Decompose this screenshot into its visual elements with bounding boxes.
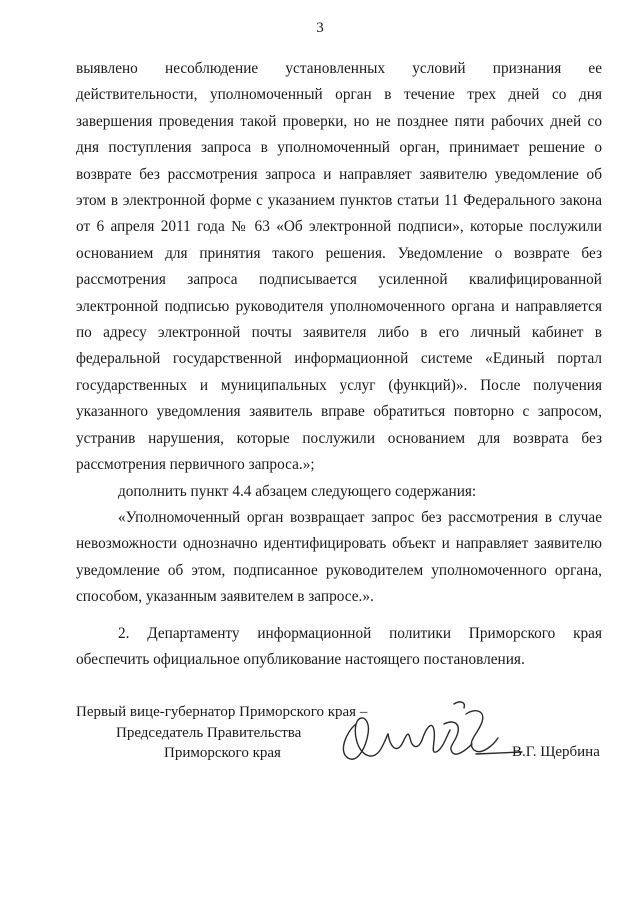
paragraph-item-2: 2. Департаменту информационной политики Приморского края обеспечить официальное опубликование настоящего постановления. [76,624,602,668]
signatory-position-line-1: Первый вице-губернатор Приморского края – [76,704,368,720]
paragraph-amendment-text: «Уполномоченный орган возвращает запрос без рассмотрения в случае невозможности однозначно идентифицировать объект и направляет заявителю уведомление об этом, подписанное руководителем уполномоченного органа, способом, указанным заявителем в запросе.». [76,508,602,606]
signatory-position-line-3: Приморского края [164,745,281,761]
paragraph-amendment-intro: дополнить пункт 4.4 абзацем следующего содержания: [118,482,477,500]
signatory-name: В.Г. Щербина [512,744,600,760]
paragraph-continuation: выявлено несоблюдение установленных условий признания ее действительности, уполномоченный орган в течение трех дней со дня завершения проведения такой проверки, но не позднее пяти рабочих дней со дня поступления запроса в уполномоченный орган, принимает решение о возврате без рассмотрения запроса и направляет заявителю уведомление об этом в электронной форме с указанием пунктов статьи 11 Федерального закона от 6 апреля 2011 года № 63 «Об электронной подписи», которые послужили основанием для принятия такого решения. Уведомление о возврате без рассмотрения запроса подписывается усиленной квалифицированной электронной подписью руководителя уполномоченного органа и направляется по адресу электронной почты заявителя либо в его личный кабинет в федеральной государственной информационной системе «Единый портал государственных и муниципальных услуг (функций)». После получения указанного уведомления заявитель вправе обратиться повторно с запросом, устранив нарушения, которые послужили основанием для возврата без рассмотрения первичного запроса.»; [76,60,602,474]
signatory-position-line-2: Председатель Правительства [116,725,302,741]
page-number: 3 [316,20,324,36]
handwritten-signature [326,694,526,776]
document-body [76,56,602,673]
